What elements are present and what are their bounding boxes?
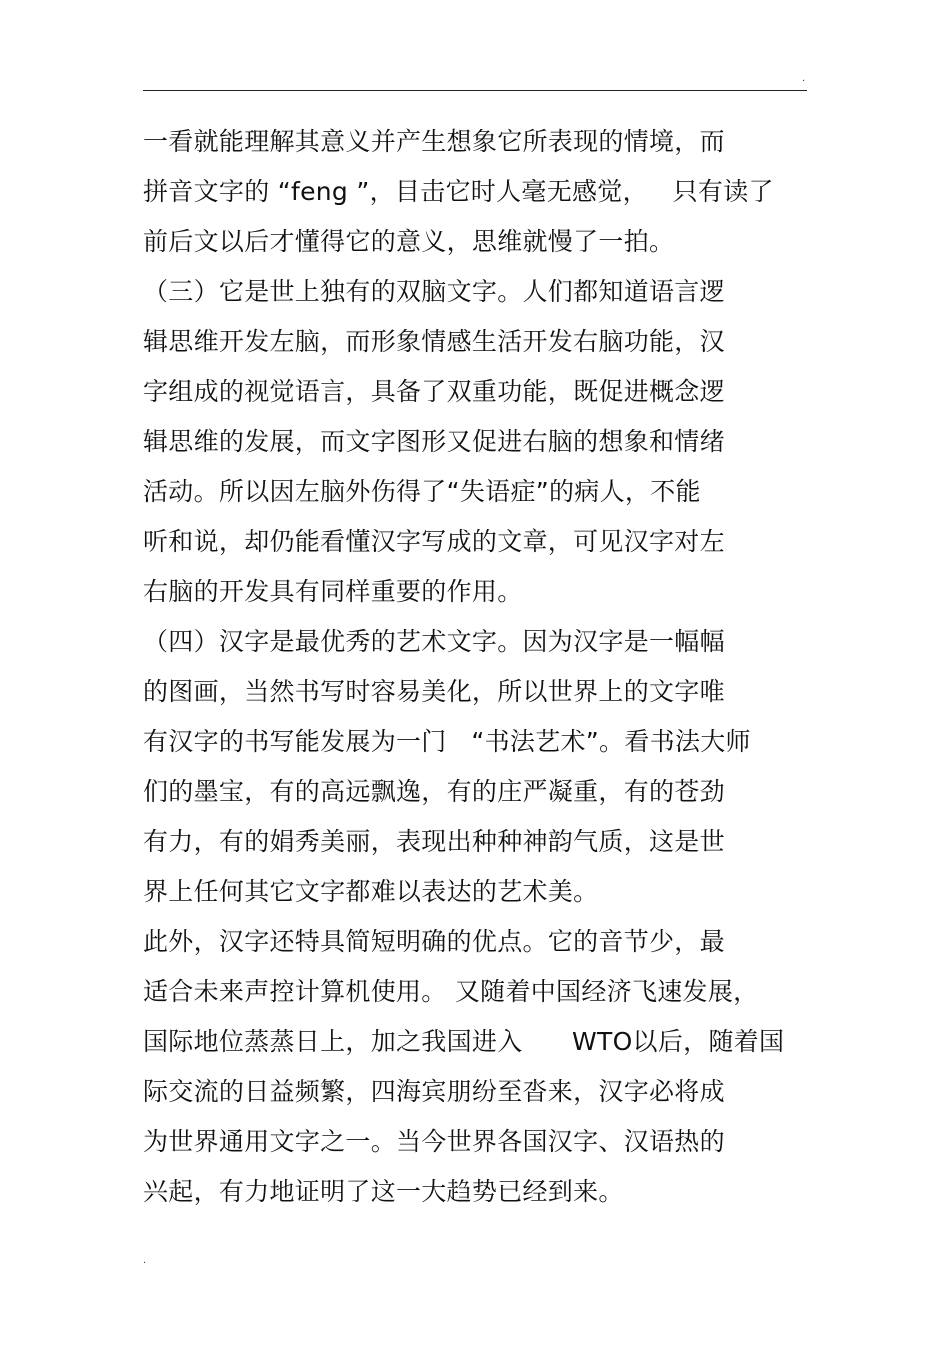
text-line: 们的墨宝，有的高远飘逸，有的庄严凝重，有的苍劲: [143, 777, 725, 806]
text-line: 的图画，当然书写时容易美化，所以世界上的文字唯: [143, 677, 725, 706]
text-line: （三）它是世上独有的双脑文字。人们都知道语言逻: [143, 277, 725, 306]
text-line: 此外，汉字还特具简短明确的优点。它的音节少，最: [143, 927, 725, 956]
text-line: 一看就能理解其意义并产生想象它所表现的情境，而: [143, 127, 725, 156]
text-line: 兴起，有力地证明了这一大趋势已经到来。: [143, 1177, 624, 1206]
text-line: 有汉字的书写能发展为一门 “书法艺术”。看书法大师: [143, 727, 751, 756]
text-line: 拼音文字的 “feng ”，目击它时人毫无感觉， 只有读了: [143, 177, 774, 206]
text-line: 听和说，却仍能看懂汉字写成的文章，可见汉字对左: [143, 527, 725, 556]
text-line: 际交流的日益频繁，四海宾朋纷至沓来，汉字必将成: [143, 1077, 725, 1106]
text-line: 为世界通用文字之一。当今世界各国汉字、汉语热的: [143, 1127, 725, 1156]
text-line: 适合未来声控计算机使用。 又随着中国经济飞速发展，: [143, 977, 759, 1006]
text-line: 活动。所以因左脑外伤得了“失语症”的病人，不能: [143, 477, 701, 506]
text-line: 辑思维开发左脑，而形象情感生活开发右脑功能，汉: [143, 327, 725, 356]
text-line: 前后文以后才懂得它的意义，思维就慢了一拍。: [143, 227, 675, 256]
text-line: 右脑的开发具有同样重要的作用。: [143, 577, 523, 606]
text-line: （四）汉字是最优秀的艺术文字。因为汉字是一幅幅: [143, 627, 725, 656]
header-marker: .: [802, 73, 806, 84]
text-line: 界上任何其它文字都难以表达的艺术美。: [143, 877, 599, 906]
text-line: 国际地位蒸蒸日上，加之我国进入 WTO以后，随着国: [143, 1027, 785, 1056]
body-text: [143, 117, 823, 1217]
footer-marker: .: [143, 1255, 147, 1266]
header-rule: [143, 90, 807, 91]
text-line: 辑思维的发展，而文字图形又促进右脑的想象和情绪: [143, 427, 725, 456]
text-line: 有力，有的娟秀美丽，表现出种种神韵气质，这是世: [143, 827, 725, 856]
text-line: 字组成的视觉语言，具备了双重功能，既促进概念逻: [143, 377, 725, 406]
